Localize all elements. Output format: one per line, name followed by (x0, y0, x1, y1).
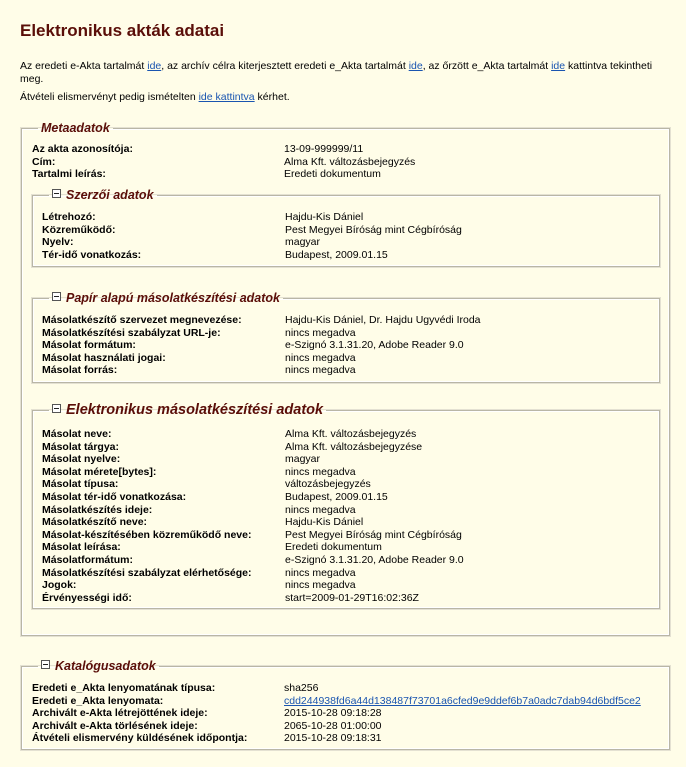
field-row (22, 143, 669, 156)
field-label: Tartalmi leírás: (32, 168, 106, 181)
field-value: Eredeti dokumentum (285, 541, 382, 554)
field-row (33, 352, 659, 365)
field-label: Nyelv: (42, 236, 74, 249)
field-row (33, 554, 659, 567)
field-label: Másolat tárgya: (42, 440, 120, 453)
field-label: Eredeti e_Akta lenyomatának típusa: (32, 682, 216, 694)
field-label: Tér-idő vonatkozás: (42, 248, 142, 261)
metaadatok-legend: Metaadatok (41, 121, 110, 135)
field-value: Alma Kft. változásbejegyzés (284, 155, 416, 168)
collapse-icon[interactable] (52, 189, 61, 198)
collapse-icon[interactable] (41, 660, 50, 669)
field-row (22, 156, 669, 169)
field-label: Másolat tér-idő vonatkozása: (42, 490, 187, 503)
field-row (33, 327, 659, 340)
field-value (284, 695, 641, 708)
field-row (33, 579, 659, 592)
field-row (33, 314, 659, 327)
field-value: magyar (285, 236, 321, 249)
field-label: Másolat forrás: (42, 364, 118, 377)
field-label: Másolat formátum: (42, 339, 136, 352)
preserved-eakta-link[interactable]: ide (551, 60, 566, 72)
field-label: Másolat használati jogai: (42, 351, 166, 364)
szerzoi-adatok-section (32, 189, 660, 267)
elektronikus-masolat-legend[interactable]: Elektronikus másolatkészítési adatok (49, 404, 326, 416)
field-row (33, 466, 659, 479)
field-label: Cím: (32, 155, 56, 168)
field-label: Érvényességi idő: (42, 591, 132, 604)
field-label: Átvételi elismervény küldésének időpontja: (32, 732, 248, 745)
field-label: Másolatkészítő neve: (42, 516, 148, 529)
intro-text: Az eredeti e-Akta tartalmát (20, 60, 148, 72)
collapse-icon[interactable] (52, 292, 61, 301)
hash-link[interactable]: cdd244938fd6a44d138487f73701a6cfed9e9ddef6b7a0adc7dab94d6bdf5ce2 (284, 694, 641, 707)
elektronikus-masolat-section (32, 404, 660, 609)
field-value: nincs megadva (285, 465, 356, 478)
papir-masolat-section (32, 292, 660, 383)
katalogusadatok-section (21, 660, 670, 750)
collapse-icon[interactable] (52, 404, 61, 413)
intro-text: , az archív célra kiterjesztett eredeti e_Akta tartalmát (161, 60, 409, 72)
field-value: nincs megadva (285, 566, 356, 579)
archived-eakta-link[interactable]: ide (408, 60, 423, 72)
field-label: Másolatformátum: (42, 553, 134, 566)
field-value: 2015-10-28 09:18:31 (284, 732, 382, 745)
intro-text: kattintva tekintheti meg. (20, 60, 653, 85)
metaadatok-rows (22, 143, 669, 181)
field-row (33, 529, 659, 542)
field-label: Közreműködő: (42, 223, 116, 236)
field-value: sha256 (284, 682, 319, 694)
field-label: Másolat nyelve: (42, 453, 121, 466)
katalogusadatok-rows (22, 682, 669, 745)
field-value: változásbejegyzés (285, 478, 371, 491)
szerzoi-adatok-rows (33, 211, 659, 261)
field-label: Másolat mérete[bytes]: (42, 465, 157, 478)
field-row (22, 682, 669, 695)
receipt-request-link[interactable]: ide kattintva (198, 91, 255, 103)
field-label: Másolatkészítési szabályzat URL-je: (42, 326, 221, 339)
field-value: Alma Kft. változásbejegyzés (285, 428, 417, 440)
field-label: Másolatkészítő szervezet megnevezése: (42, 314, 242, 326)
field-value: nincs megadva (285, 364, 356, 377)
field-row (22, 732, 669, 745)
field-value: Hajdu-Kis Dániel (285, 516, 364, 529)
field-row (33, 441, 659, 454)
field-label: Az akta azonosítója: (32, 143, 133, 155)
field-value: Hajdu-Kis Dániel (285, 211, 364, 223)
field-label: Másolat típusa: (42, 478, 119, 491)
field-value: Alma Kft. változásbejegyzése (285, 440, 423, 453)
field-row (33, 249, 659, 262)
papir-masolat-legend[interactable]: Papír alapú másolatkészítési adatok (49, 292, 283, 304)
field-row (33, 428, 659, 441)
intro-text: Átvételi elismervényt pedig ismételten (20, 91, 199, 103)
field-row (33, 236, 659, 249)
field-label: Archivált e-Akta törlésének ideje: (32, 719, 198, 732)
szerzoi-adatok-legend[interactable]: Szerzői adatok (49, 189, 157, 201)
field-row (33, 516, 659, 529)
field-row (33, 211, 659, 224)
field-value: Budapest, 2009.01.15 (285, 490, 388, 503)
field-row (33, 364, 659, 377)
field-value: Budapest, 2009.01.15 (285, 248, 388, 261)
field-row (22, 707, 669, 720)
field-row (33, 453, 659, 466)
original-eakta-link[interactable]: ide (147, 60, 162, 72)
field-value: nincs megadva (285, 579, 356, 592)
field-label: Másolatkészítési szabályzat elérhetősége: (42, 566, 252, 579)
field-value: e-Szignó 3.1.31.20, Adobe Reader 9.0 (285, 553, 464, 566)
field-value: start=2009-01-29T16:02:36Z (285, 591, 419, 604)
field-label: Archivált e-Akta létrejöttének ideje: (32, 707, 208, 720)
papir-masolat-rows (33, 314, 659, 377)
field-row (33, 224, 659, 237)
field-value: Eredeti dokumentum (284, 168, 381, 181)
field-value: 13-09-999999/11 (284, 143, 364, 155)
field-row (22, 720, 669, 733)
field-label: Másolat leírása: (42, 541, 121, 554)
field-value: e-Szignó 3.1.31.20, Adobe Reader 9.0 (285, 339, 464, 352)
field-row (33, 339, 659, 352)
intro-paragraph-1 (20, 60, 670, 86)
field-row (22, 695, 669, 708)
field-row (33, 592, 659, 605)
field-value: 2065-10-28 01:00:00 (284, 719, 382, 732)
katalogusadatok-legend[interactable]: Katalógusadatok (38, 660, 159, 672)
field-label: Eredeti e_Akta lenyomata: (32, 694, 164, 707)
intro-paragraph-2 (20, 91, 670, 104)
field-row (33, 567, 659, 580)
field-label: Jogok: (42, 579, 77, 592)
field-value: nincs megadva (285, 351, 356, 364)
field-label: Másolatkészítés ideje: (42, 503, 153, 516)
intro-text: kérhet. (254, 91, 290, 103)
field-value: Pest Megyei Bíróság mint Cégbíróság (285, 528, 462, 541)
field-label: Másolat neve: (42, 428, 112, 440)
intro-text: , az őrzött e_Akta tartalmát (422, 60, 552, 72)
field-row (33, 478, 659, 491)
field-row (33, 541, 659, 554)
field-value: Pest Megyei Bíróság mint Cégbíróság (285, 223, 462, 236)
field-row (22, 168, 669, 181)
page-title: Elektronikus akták adatai (20, 21, 225, 40)
field-label: Másolat-készítésében közreműködő neve: (42, 528, 252, 541)
field-value: Hajdu-Kis Dániel, Dr. Hajdu Ugyvédi Iroda (285, 314, 481, 326)
field-row (33, 491, 659, 504)
field-value: magyar (285, 453, 321, 466)
field-label: Létrehozó: (42, 211, 96, 223)
field-row (33, 504, 659, 517)
field-value: nincs megadva (285, 503, 356, 516)
field-value: nincs megadva (285, 326, 356, 339)
elektronikus-masolat-rows (33, 428, 659, 604)
field-value: 2015-10-28 09:18:28 (284, 707, 382, 720)
